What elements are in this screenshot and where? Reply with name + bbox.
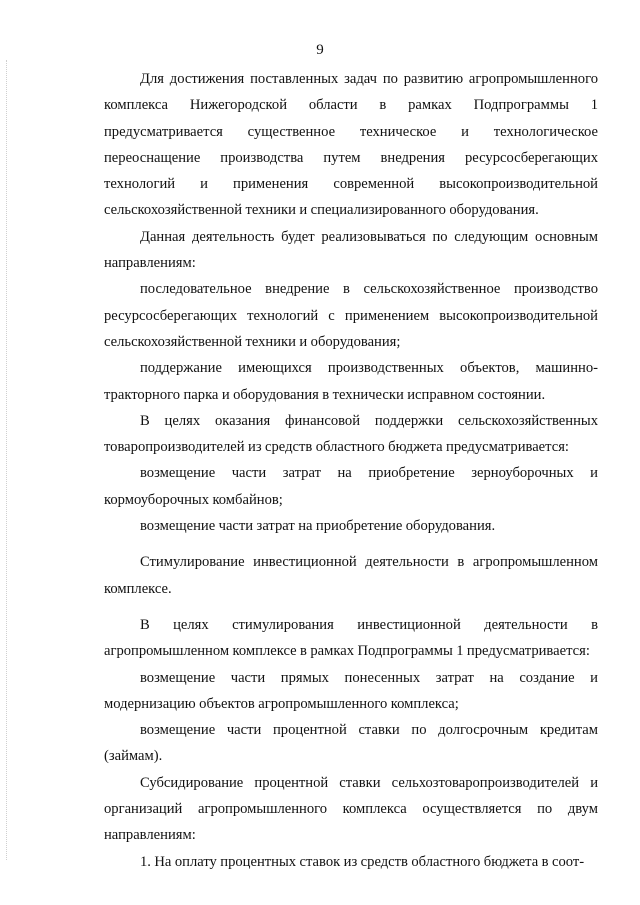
document-body (104, 66, 598, 875)
list-item-technologies: последовательное внедрение в сельскохозяйственное производство ресурсосберегающих технологий с применением высокопроизводительной сельскохозяйственной техники и оборудования; (104, 281, 598, 350)
paragraph-numbered-1: 1. На оплату процентных ставок из средств областного бюджета в сoот- (140, 853, 585, 870)
page-number: 9 (316, 42, 324, 58)
list-item-direct-costs: возмещение части прямых понесенных затрат на создание и модернизацию объектов агропромышленного комплекса; (104, 669, 598, 712)
paragraph-investment-support: В целях стимулирования инвестиционной деятельности в агропромышленном комплексе в рамках Подпрограммы 1 предусматривается: (104, 616, 598, 660)
section-heading-investment: Стимулирование инвестиционной деятельности в агропромышленном комплексе. (104, 554, 598, 597)
paragraph-subsidies: Субсидирование процентной ставки сельхозтоваропроизводителей и организаций агропромышленного комплекса осуществляется по двум направлениям: (104, 774, 598, 844)
list-item-maintenance: поддержание имеющихся производственных объектов, машинно-тракторного парка и оборудования в технически исправном состоянии. (104, 360, 598, 403)
paragraph-financial-support: В целях оказания финансовой поддержки сельскохозяйственных товаропроизводителей из средств областного бюджета предусматривается: (104, 412, 598, 456)
paragraph-goals: Для достижения поставленных задач по развитию агропромышленного комплекса Нижегородской области в рамках Подпрограммы 1 предусматривается существенное техническое и технологическое переоснащение производства путем внедрения ресурсосберегающих технологий и применения современной высокопроизводительной сельскохозяйственной техники и специализированного оборудования. (104, 71, 598, 219)
scan-edge-marks (6, 60, 9, 860)
list-item-interest-rate: возмещение части процентной ставки по долгосрочным кредитам (займам). (104, 722, 598, 765)
list-item-combines: возмещение части затрат на приобретение зерноуборочных и кормоуборочных комбайнов; (104, 465, 598, 508)
paragraph-directions-intro: Данная деятельность будет реализовываться по следующим основным направлениям: (104, 228, 598, 272)
list-item-equipment: возмещение части затрат на приобретение оборудования. (140, 518, 496, 535)
